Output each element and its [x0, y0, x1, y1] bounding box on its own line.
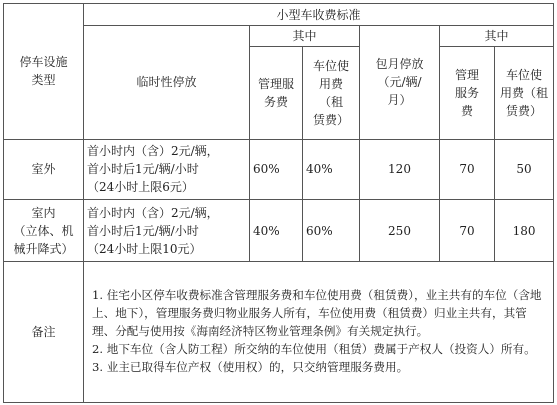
- row-mgmt-pct: 60%: [250, 139, 303, 199]
- remark-item: 2. 地下车位（含人防工程）所交纳的车位使用（租赁）费属于产权人（投资人）所有。: [92, 342, 536, 357]
- remarks-content: [84, 262, 554, 403]
- header-mgmt-fee-a: 管理服 务费: [250, 47, 303, 139]
- header-temporary-parking: 临时性停放: [84, 26, 250, 140]
- row-space-amt: 180: [495, 199, 554, 261]
- row-space-pct: 60%: [303, 199, 360, 261]
- row-temporary: 首小时内（含）2元/辆， 首小时后1元/辆/小时 （24小时上限6元）: [84, 139, 250, 199]
- header-mgmt-fee-b: 管理 服务 费: [440, 47, 495, 139]
- row-temporary: 首小时内（含）2元/辆， 首小时后1元/辆/小时 （24小时上限10元）: [84, 199, 250, 261]
- remark-item: 1. 住宅小区停车收费标准含管理服务费和车位使用费（租赁费），业主共有的车位（含地上、地下），管理服务费归物业服务人所有，车位使用费（租赁费）归业主共有，其管理、分配与使用按《海南经济特区物业管理条例》有关规定执行。: [92, 288, 542, 339]
- row-type: 室外: [4, 139, 84, 199]
- remark-item: 3. 业主已取得车位产权（使用权）的，只交纳管理服务费用。: [92, 360, 409, 375]
- parking-fee-table: [3, 3, 554, 403]
- row-mgmt-pct: 40%: [250, 199, 303, 261]
- header-top-title: 小型车收费标准: [84, 4, 554, 26]
- table-row: [4, 199, 554, 261]
- header-group-left: 其中: [250, 26, 360, 47]
- row-space-amt: 50: [495, 139, 554, 199]
- header-space-fee-a: 车位使 用费 （租 赁费）: [303, 47, 360, 139]
- header-space-fee-b: 车位使 用费（租 赁费）: [495, 47, 554, 139]
- header-monthly-parking: 包月停放 （元/辆/ 月）: [360, 26, 440, 140]
- row-mgmt-amt: 70: [440, 199, 495, 261]
- remarks-label: 备注: [4, 262, 84, 403]
- header-group-right: 其中: [440, 26, 554, 47]
- row-mgmt-amt: 70: [440, 139, 495, 199]
- row-type: 室内 （立体、机 械升降式）: [4, 199, 84, 261]
- row-space-pct: 40%: [303, 139, 360, 199]
- header-facility-type: 停车设施 类型: [4, 4, 84, 140]
- row-monthly: 120: [360, 139, 440, 199]
- table-row: [4, 139, 554, 199]
- row-monthly: 250: [360, 199, 440, 261]
